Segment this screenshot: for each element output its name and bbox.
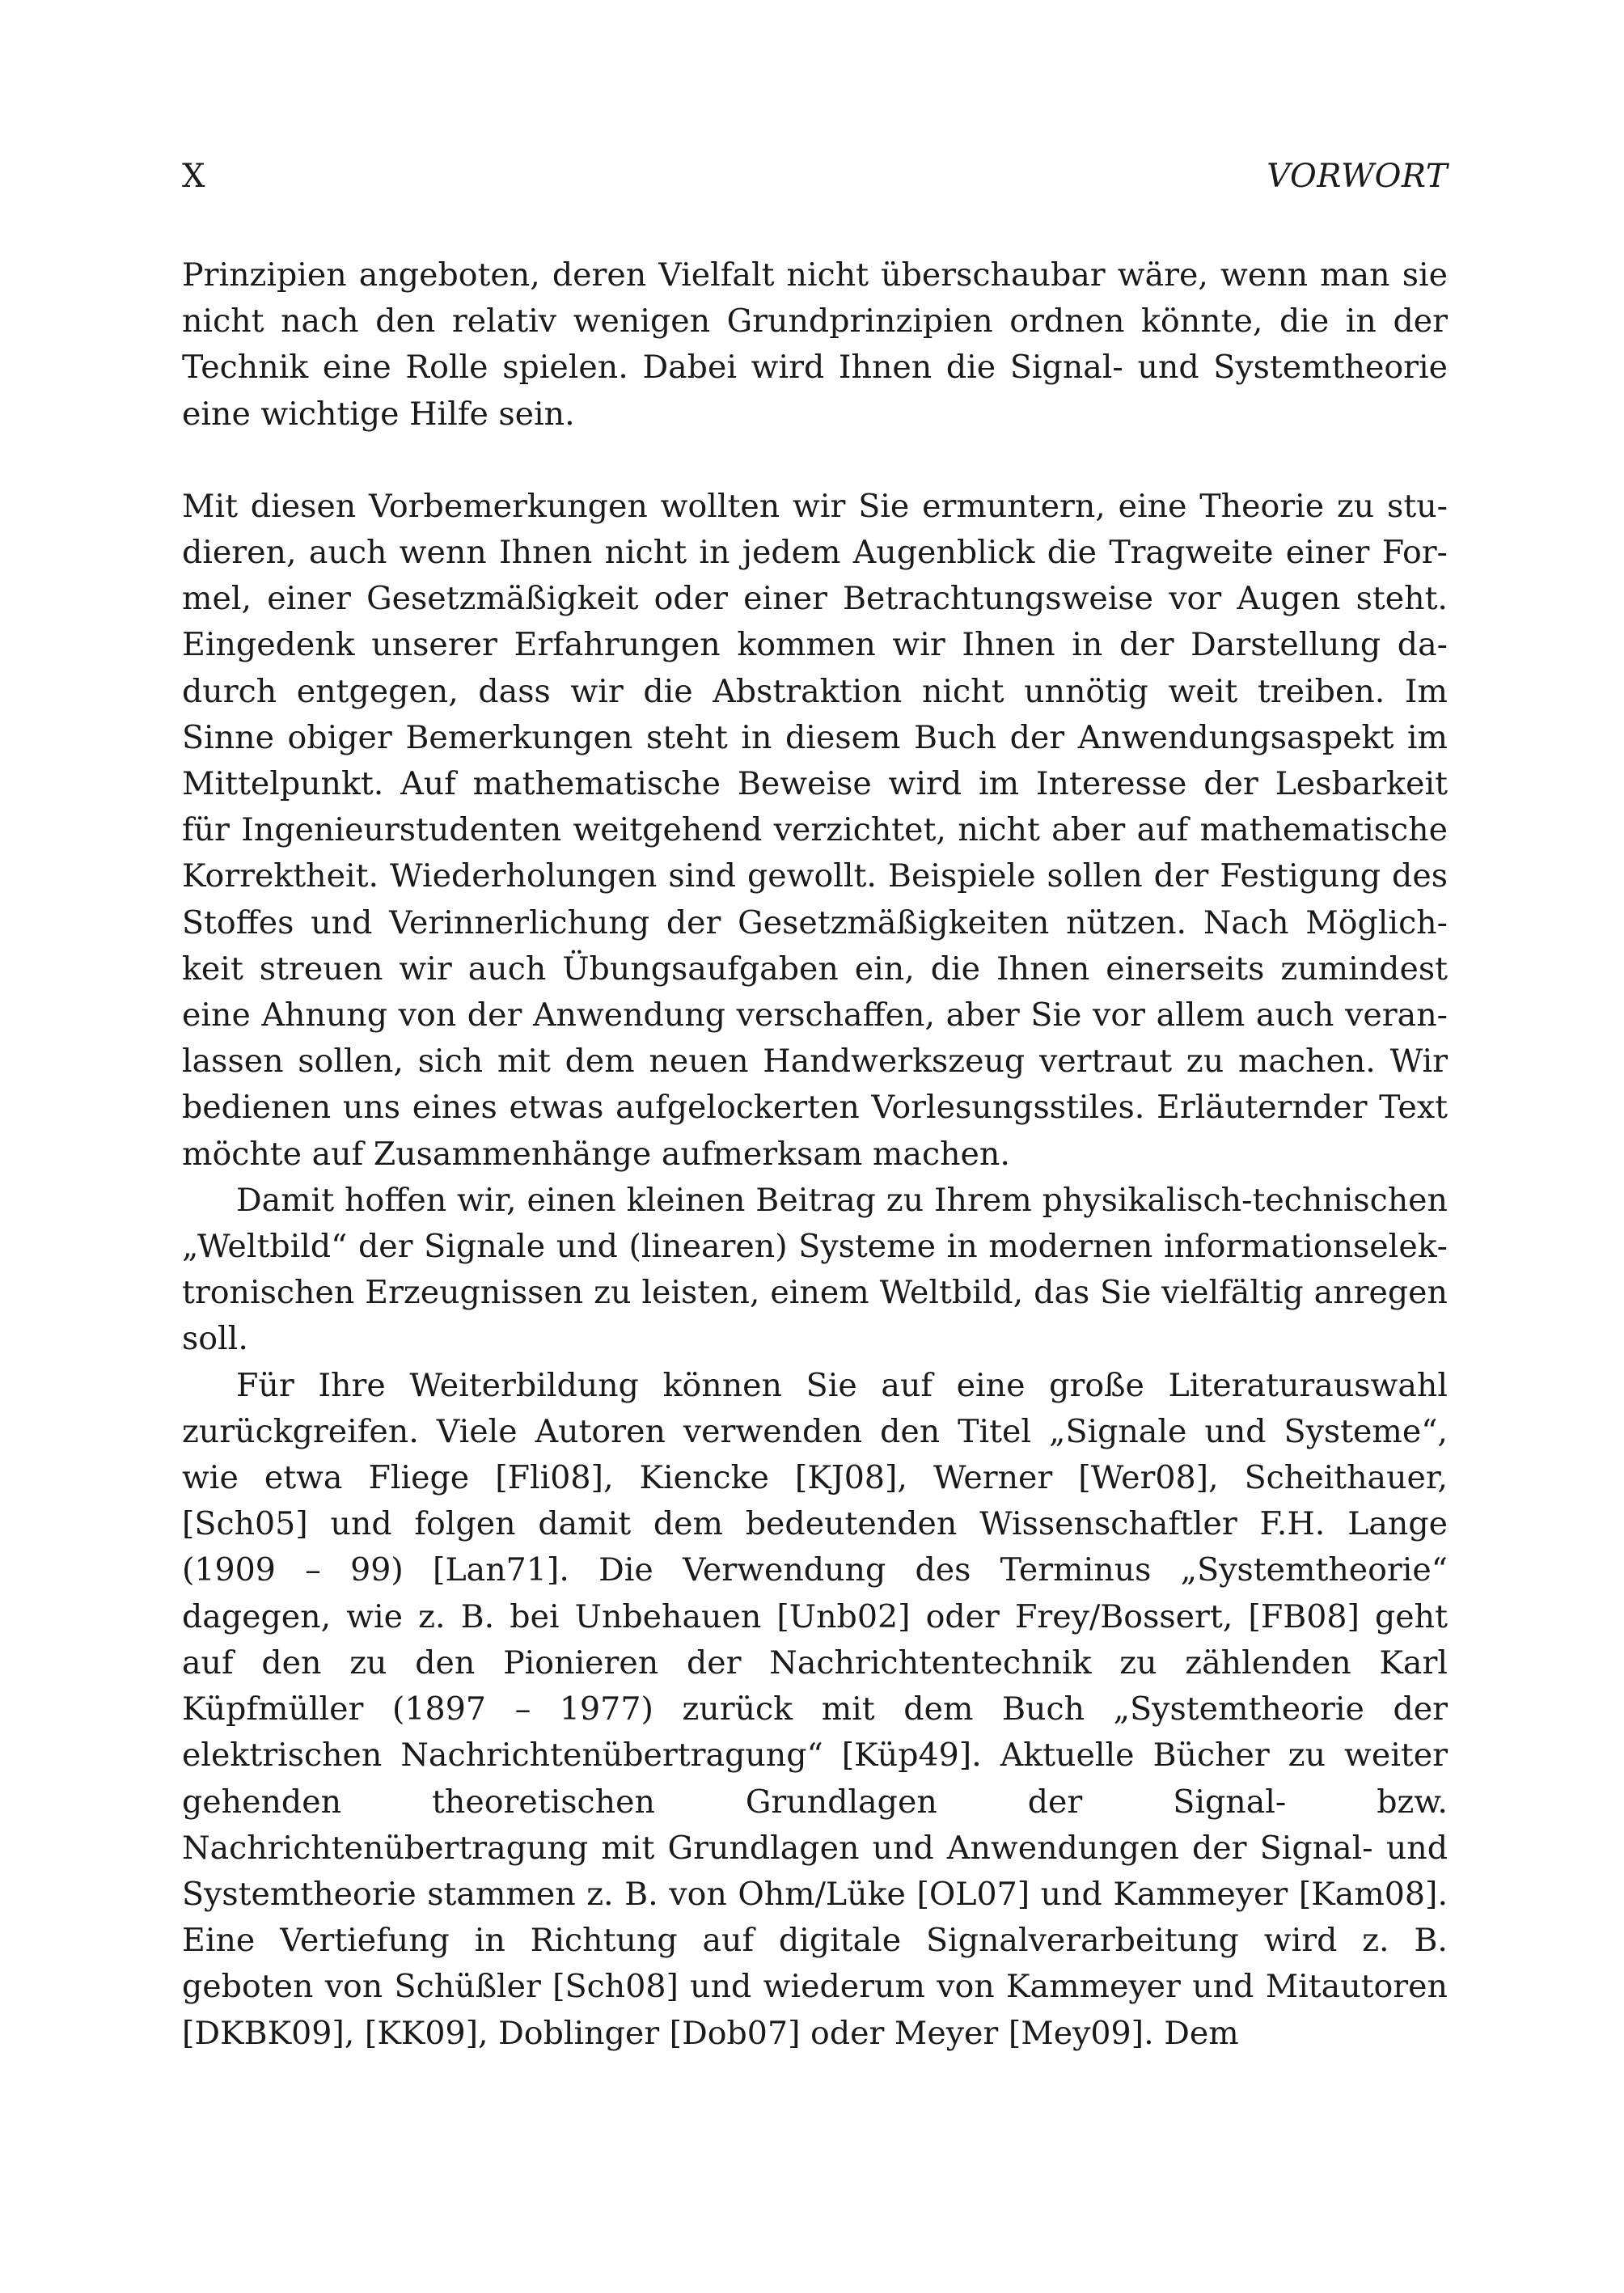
- paragraph-continued: Prinzipien angeboten, deren Vielfalt nicht überschaubar wäre, wenn man sie nicht nach den relativ wenigen Grundprinzipien ordnen könnte, die in der Technik eine Rolle spielen. Dabei wird Ihnen die Signal- und Systemtheorie eine wichtige Hilfe sein.: [182, 256, 1448, 433]
- running-head: [182, 152, 1448, 201]
- paragraph-weltbild: Damit hoffen wir, einen kleinen Beitrag zu Ihrem physikalisch-technischen „Weltbild“ der Signale und (linearen) Systeme in modernen informationselektronischen Erzeugnissen zu leisten, einem Weltbild, das Sie vielfältig anregen soll.: [182, 1181, 1448, 1358]
- body-text: [182, 252, 1448, 2057]
- paragraph-literature: Für Ihre Weiterbildung können Sie auf eine große Literaturauswahl zurückgreifen. Viele Autoren verwenden den Titel „Signale und Systeme“, wie etwa Fliege [Fli08], Kiencke [KJ08], Werner [Wer08], Scheithauer, [Sch05] und folgen damit dem bedeutenden Wissenschaftler F.H. Lange (1909 – 99) [Lan71]. Die Verwendung des Terminus „Systemtheorie“ dagegen, wie z. B. bei Unbehauen [Unb02] oder Frey/Bossert, [FB08] geht auf den zu den Pionieren der Nachrichtentechnik zu zählenden Karl Küpfmüller (1897 – 1977) zurück mit dem Buch „Systemtheorie der elektrischen Nachrichtenübertragung“ [Küp49]. Aktuelle Bücher zu weiter gehenden theoretischen Grundlagen der Signal- bzw. Nachrichtenübertragung mit Grundlagen und Anwendungen der Signal- und Systemtheorie stammen z. B. von Ohm/Lüke [OL07] und Kammeyer [Kam08]. Eine Vertiefung in Richtung auf digitale Signalverarbeitung wird z. B. geboten von Schüßler [Sch08] und wiederum von Kammeyer und Mitautoren [DKBK09], [KK09], Doblinger [Dob07] oder Meyer [Mey09]. Dem: [182, 1366, 1448, 2052]
- paragraph-encouragement: Mit diesen Vorbemerkungen wollten wir Sie ermuntern, eine Theorie zu studieren, auch wenn Ihnen nicht in jedem Augenblick die Tragweite einer Formel, einer Gesetzmäßigkeit oder einer Betrachtungsweise vor Augen steht. Eingedenk unserer Erfahrungen kommen wir Ihnen in der Darstellung dadurch entgegen, dass wir die Abstraktion nicht unnötig weit treiben. Im Sinne obiger Bemerkungen steht in diesem Buch der Anwendungsaspekt im Mittelpunkt. Auf mathematische Beweise wird im Interesse der Lesbarkeit für Ingenieurstudenten weitgehend verzichtet, nicht aber auf mathematische Korrektheit. Wiederholungen sind gewollt. Beispiele sollen der Festigung des Stoffes und Verinnerlichung der Gesetzmäßigkeiten nützen. Nach Möglichkeit streuen wir auch Übungsaufgaben ein, die Ihnen einerseits zumindest eine Ahnung von der Anwendung verschaffen, aber Sie vor allem auch veranlassen sollen, sich mit dem neuen Handwerkszeug vertraut zu machen. Wir bedienen uns eines etwas aufgelockerten Vorlesungsstiles. Erläuternder Text möchte auf Zusammenhänge aufmerksam machen.: [182, 487, 1448, 1173]
- chapter-title: VORWORT: [1267, 158, 1448, 195]
- page-number: X: [182, 158, 205, 195]
